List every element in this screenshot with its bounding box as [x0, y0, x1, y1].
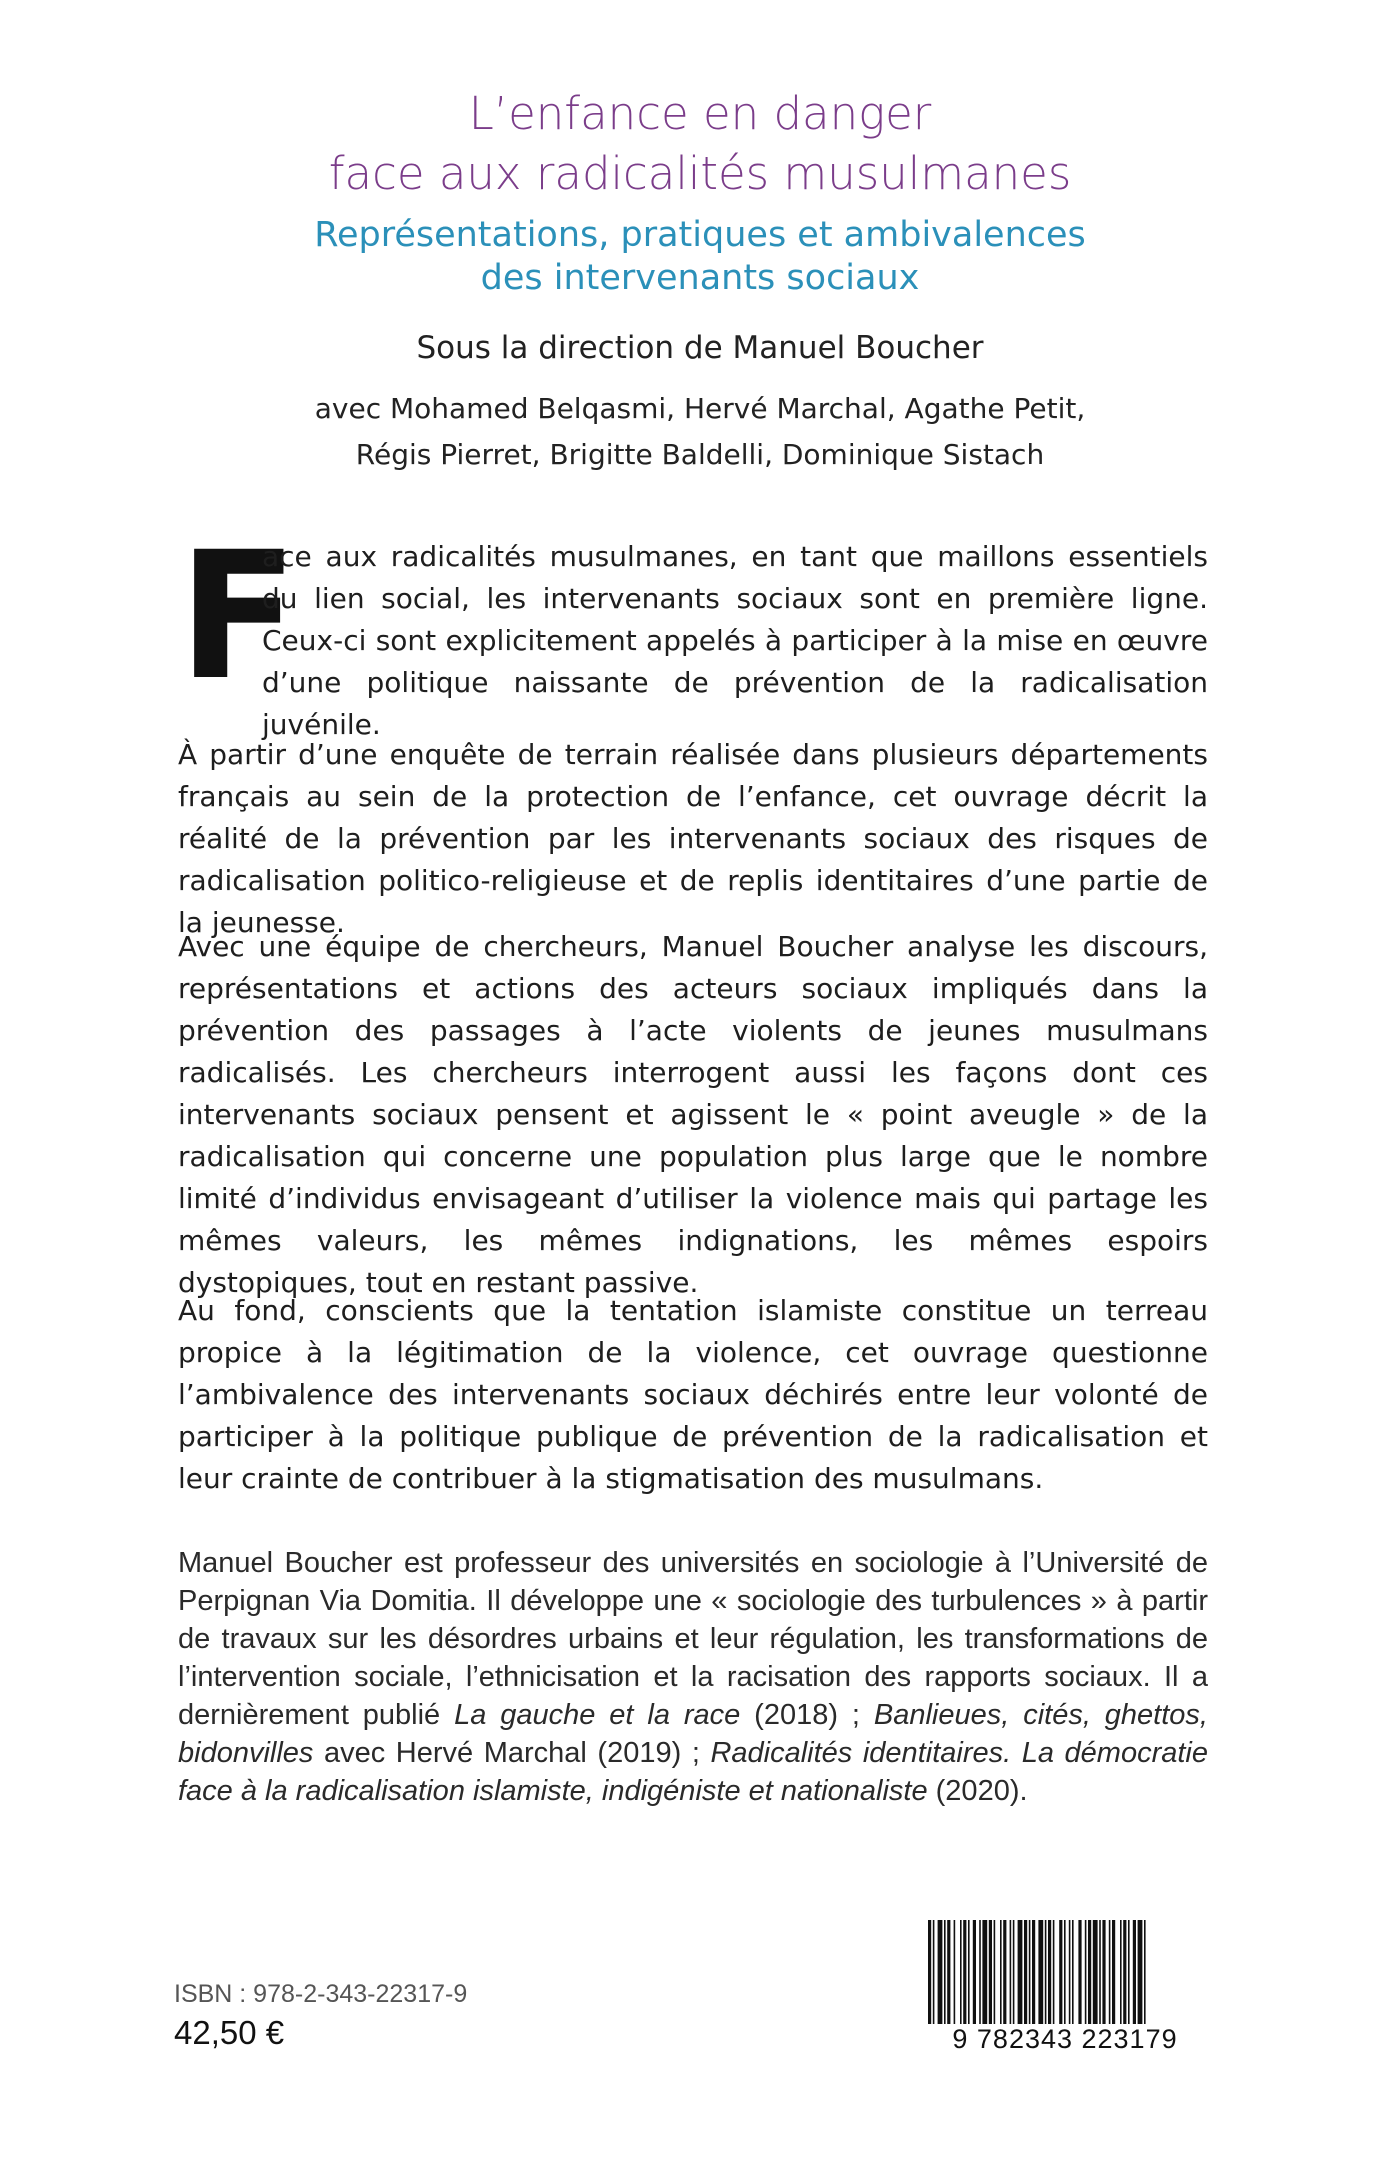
barcode-bar: [1128, 1920, 1130, 2024]
barcode-bar: [1000, 1920, 1002, 2024]
bio-text-2: (2018) ;: [740, 1699, 874, 1731]
barcode-bar: [938, 1920, 943, 2024]
barcode-bar: [1013, 1920, 1015, 2024]
barcode-bar: [944, 1920, 946, 2024]
barcode-bar: [1018, 1920, 1023, 2024]
barcode-bar: [1072, 1920, 1074, 2024]
barcode-bar: [1053, 1920, 1055, 2024]
contributors-line-1: avec Mohamed Belqasmi, Hervé Marchal, Agathe Petit,: [314, 392, 1086, 425]
barcode-bar: [960, 1920, 962, 2024]
barcode-bar: [1003, 1920, 1006, 2024]
bio-text-3: avec Hervé Marchal (2019) ;: [313, 1737, 711, 1769]
contributors: [0, 386, 1400, 478]
barcode-bar: [1059, 1920, 1062, 2024]
paragraph-3: Avec une équipe de chercheurs, Manuel Boucher analyse les discours, représentations et actions des acteurs sociaux impliqués dans la prévention des passages à l’acte violents de jeunes musulmans radicalisés. Les chercheurs interrogent aussi les façons dont ces intervenants sociaux pensent et agissent le « point aveugle » de la radicalisation qui concerne une population plus large que le nombre limité d’individus envisageant d’utiliser la violence mais qui partage les mêmes valeurs, les mêmes indignations, les mêmes espoirs dystopiques, tout en restant passive.: [178, 930, 1208, 1299]
barcode-bar: [982, 1920, 987, 2024]
bio-book-2: Banlieues, cités, ghettos, bidonvilles: [178, 1699, 1208, 1769]
barcode-bar: [1024, 1920, 1027, 2024]
barcode-bars: [920, 1920, 1210, 2024]
paragraph-2: À partir d’une enquête de terrain réalisée dans plusieurs départements français au sein de la protection de l’enfance, cet ouvrage décrit la réalité de la prévention par les intervenants sociaux des risques de radicalisation politico-religieuse et de replis identitaires d’une partie de la jeunesse.: [178, 738, 1208, 939]
barcode-bar: [1102, 1920, 1105, 2024]
contributors-line-2: Régis Pierret, Brigitte Baldelli, Dominique Sistach: [355, 438, 1045, 471]
barcode-bar: [1038, 1920, 1043, 2024]
bio-book-1: La gauche et la race: [454, 1699, 741, 1731]
bio-text-1: Manuel Boucher est professeur des universités en sociologie à l’Université de Perpignan Via Domitia. Il développe une « sociologie des turbulences » à partir de travaux sur les désordres urbains et leur régulation, les transformations de l’intervention sociale, l’ethnicisation et la racisation des rapports sociaux. Il a dernièrement publié: [178, 1547, 1208, 1731]
paragraph-4: Au fond, conscients que la tentation islamiste constitue un terreau propice à la légitimation de la violence, cet ouvrage questionne l’ambivalence des intervenants sociaux déchirés entre leur volonté de participer à la politique publique de prévention de la radicalisation et leur crainte de contribuer à la stigmatisation des musulmans.: [178, 1294, 1208, 1495]
paragraph-1: ace aux radicalités musulmanes, en tant que maillons essentiels du lien social, les intervenants sociaux sont en première ligne. Ceux-ci sont explicitement appelés à participer à la mise en œuvre d’une politique naissante de prévention de la radicalisation juvénile.: [262, 540, 1208, 741]
barcode-bar: [1010, 1920, 1012, 2024]
barcode-bar: [973, 1920, 976, 2024]
barcode-bar: [1078, 1920, 1081, 2024]
barcode-bar: [1029, 1920, 1031, 2024]
barcode-bar: [928, 1920, 931, 2024]
barcode-bar: [1120, 1920, 1122, 2024]
barcode-bar: [1144, 1920, 1146, 2024]
barcode-bar: [994, 1920, 996, 2024]
barcode-bar: [1069, 1920, 1071, 2024]
editor-credit: Sous la direction de Manuel Boucher: [416, 330, 984, 366]
drop-cap: F: [178, 514, 299, 719]
barcode-bar: [933, 1920, 935, 2024]
bio-text-4: (2020).: [927, 1775, 1028, 1807]
isbn: ISBN : 978-2-343-22317-9: [174, 1980, 468, 2008]
barcode-bar: [1099, 1920, 1101, 2024]
bio-book-3: Radicalités identitaires. La démocratie face à la radicalisation islamiste, indigéniste et nationaliste: [178, 1737, 1209, 1807]
title-block: [0, 84, 1400, 300]
book-subtitle-line-1: Représentations, pratiques et ambivalences: [314, 215, 1086, 255]
barcode-bar: [1123, 1920, 1126, 2024]
barcode-bar: [1048, 1920, 1051, 2024]
barcode-bar: [1109, 1920, 1111, 2024]
barcode-bar: [1088, 1920, 1091, 2024]
barcode-bar: [1093, 1920, 1098, 2024]
barcode: [920, 1920, 1210, 2054]
book-title-line-1: L’enfance en danger: [468, 87, 932, 140]
barcode-bar: [968, 1920, 970, 2024]
barcode-bar: [963, 1920, 966, 2024]
price: 42,50 €: [174, 2014, 285, 2051]
barcode-bar: [1032, 1920, 1035, 2024]
barcode-bar: [1133, 1920, 1136, 2024]
barcode-bar: [954, 1920, 956, 2024]
barcode-bar: [1045, 1920, 1047, 2024]
barcode-bar: [979, 1920, 981, 2024]
barcode-bar: [1138, 1920, 1143, 2024]
book-title-line-2: face aux radicalités musulmanes: [328, 147, 1072, 200]
author-bio: [178, 1544, 1208, 1810]
barcode-digits: 9 782343 223179: [952, 2024, 1178, 2054]
barcode-bar: [947, 1920, 950, 2024]
book-subtitle-line-2: des intervenants sociaux: [480, 258, 920, 298]
barcode-bar: [1085, 1920, 1087, 2024]
barcode-bar: [1112, 1920, 1115, 2024]
barcode-bar: [989, 1920, 992, 2024]
barcode-bar: [1064, 1920, 1066, 2024]
